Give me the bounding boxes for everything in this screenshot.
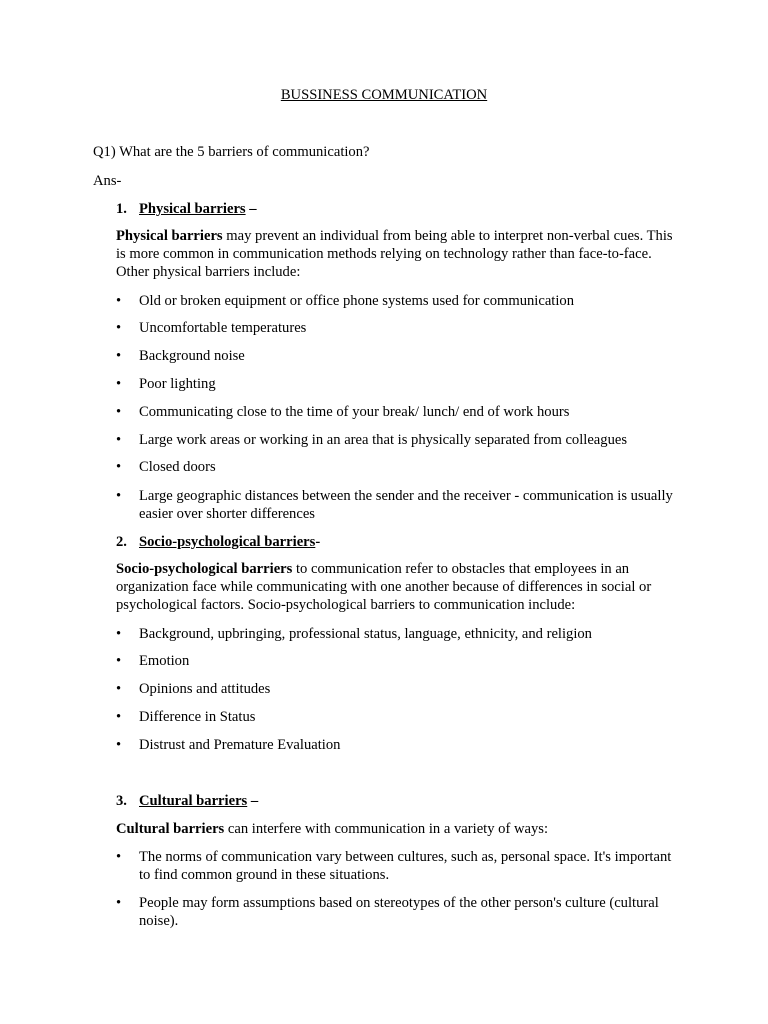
list-item-text: People may form assumptions based on stereotypes of the other person's culture (cultural noise). — [139, 895, 659, 929]
bullet-icon: • — [116, 737, 122, 753]
bullet-icon: • — [116, 488, 122, 504]
lead-bold: Physical barriers — [116, 228, 223, 244]
section-paragraph-physical — [116, 227, 676, 281]
section-heading-text: Socio-psychological barriers — [139, 534, 316, 550]
list-item-text: Difference in Status — [139, 709, 256, 725]
lead-rest: can interfere with communication in a variety of ways: — [224, 821, 549, 837]
bullet-icon: • — [116, 432, 122, 448]
section-number: 2. — [116, 534, 127, 550]
section-heading-text: Cultural barriers — [139, 793, 248, 809]
list-item-text: Opinions and attitudes — [139, 681, 271, 697]
list-item-text: Background noise — [139, 348, 245, 364]
bullet-icon: • — [116, 348, 122, 364]
section-heading-suffix: – — [247, 793, 259, 809]
bullet-icon: • — [116, 376, 122, 392]
list-item-text: Large work areas or working in an area that is physically separated from colleagues — [139, 432, 628, 448]
list-item — [116, 680, 676, 698]
answer-label: Ans- — [93, 173, 122, 189]
bullet-icon: • — [116, 681, 122, 697]
section-heading-suffix: – — [245, 201, 257, 217]
section-heading-physical — [116, 200, 257, 218]
bullet-icon: • — [116, 709, 122, 725]
list-item-text: Poor lighting — [139, 376, 216, 392]
list-item — [116, 736, 676, 754]
list-item — [116, 487, 676, 523]
bullet-icon: • — [116, 293, 122, 309]
list-item-text: Large geographic distances between the sender and the receiver - communication is usually easier over shorter differences — [139, 488, 673, 522]
list-item — [116, 319, 676, 337]
list-item-text: Communicating close to the time of your break/ lunch/ end of work hours — [139, 404, 570, 420]
list-item-text: Old or broken equipment or office phone systems used for communication — [139, 293, 575, 309]
list-item — [116, 458, 676, 476]
list-item-text: Emotion — [139, 653, 190, 669]
list-item-text: Closed doors — [139, 459, 216, 475]
document-title: BUSSINESS COMMUNICATION — [280, 87, 488, 103]
bullet-icon: • — [116, 320, 122, 336]
list-item — [116, 708, 676, 726]
bullet-icon: • — [116, 626, 122, 642]
lead-rest: to communication refer to obstacles that employees in an organization face while communicating with one another because of differences in social or psychological factors. Socio-psychological barriers to communication include: — [116, 561, 652, 613]
section-paragraph-cultural — [116, 820, 676, 838]
list-item-text: Uncomfortable temperatures — [139, 320, 307, 336]
bullet-icon: • — [116, 653, 122, 669]
bullet-icon: • — [116, 849, 122, 865]
section-paragraph-socio — [116, 560, 676, 614]
bullet-icon: • — [116, 459, 122, 475]
section-heading-socio — [116, 533, 320, 551]
list-item-text: Distrust and Premature Evaluation — [139, 737, 341, 753]
lead-bold: Socio-psychological barriers — [116, 561, 293, 577]
list-item-text: Background, upbringing, professional status, language, ethnicity, and religion — [139, 626, 592, 642]
list-item — [116, 375, 676, 393]
question-text: Q1) What are the 5 barriers of communication? — [93, 144, 370, 160]
list-item — [116, 894, 676, 930]
list-item — [116, 652, 676, 670]
lead-bold: Cultural barriers — [116, 821, 225, 837]
list-item — [116, 625, 676, 643]
list-item — [116, 347, 676, 365]
bullet-icon: • — [116, 895, 122, 911]
section-heading-suffix: - — [315, 534, 321, 550]
list-item — [116, 431, 676, 449]
list-item — [116, 848, 676, 884]
section-heading-text: Physical barriers — [139, 201, 246, 217]
list-item — [116, 292, 676, 310]
section-number: 1. — [116, 201, 127, 217]
section-number: 3. — [116, 793, 127, 809]
bullet-icon: • — [116, 404, 122, 420]
list-item — [116, 403, 676, 421]
lead-rest: may prevent an individual from being able to interpret non-verbal cues. This is more common in communication methods relying on technology rather than face-to-face. Other physical barriers include: — [116, 228, 673, 280]
list-item-text: The norms of communication vary between cultures, such as, personal space. It's important to find common ground in these situations. — [139, 849, 672, 883]
section-heading-cultural — [116, 792, 258, 810]
